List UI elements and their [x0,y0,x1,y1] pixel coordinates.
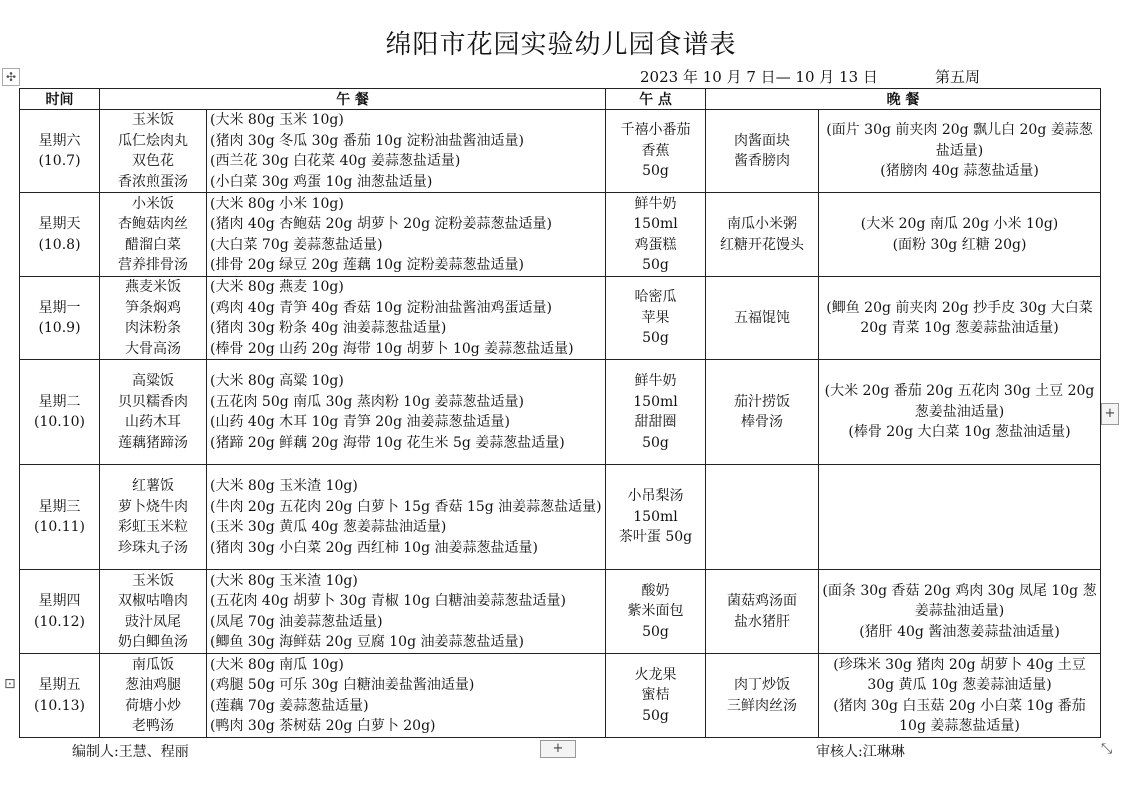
snack-item: 50g [642,330,669,347]
lunch-detail: (猪肉 40g 杏鲍菇 20g 胡萝卜 20g 淀粉姜蒜葱盐适量) [210,216,552,232]
dinner-dishes-cell [706,465,819,570]
lunch-dishes-cell [100,465,207,570]
snack-item: 50g [642,623,669,640]
lunch-details-cell [207,654,606,738]
lunch-detail: (玉米 30g 黄瓜 40g 葱姜蒜盐油适量) [210,519,447,535]
dinner-dish: 菌菇鸡汤面 [727,593,797,609]
lunch-detail: (牛肉 20g 五花肉 20g 白萝卜 15g 香菇 15g 油姜蒜葱盐适量) [210,498,602,515]
header-row [20,89,1101,110]
day-name: 星期三 [38,498,81,515]
lunch-detail: (排骨 20g 绿豆 20g 莲藕 10g 淀粉姜蒜葱盐适量) [210,257,524,273]
lunch-detail: (西兰花 30g 白花菜 40g 姜蒜葱盐适量) [210,153,461,169]
date-range: 2023 年 10 月 7 日— 10 月 13 日 [640,68,878,86]
snack-item: 茶叶蛋 50g [618,529,693,546]
dinner-detail: (面条 30g 香菇 20g 鸡肉 30g 凤尾 10g 葱姜蒜盐油适量) [822,582,1097,620]
dinner-details-cell [819,277,1101,360]
day-date: (10.8) [38,236,81,253]
day-date: (10.13) [33,697,85,714]
dinner-details-cell [819,360,1101,465]
day-date: (10.9) [38,320,81,336]
lunch-detail: (大白菜 70g 姜蒜葱盐适量) [210,236,383,253]
snack-cell [606,360,706,465]
lunch-details-cell [207,193,606,277]
lunch-dish: 葱油鸡腿 [125,677,181,693]
lunch-detail: (山药 40g 木耳 10g 青笋 20g 油姜蒜葱盐适量) [210,414,510,430]
dinner-dish: 棒骨汤 [741,414,783,430]
lunch-dishes-cell [100,277,207,360]
lunch-dish: 双色花 [132,153,174,169]
lunch-detail: (大米 80g 小米 10g) [210,195,344,212]
lunch-dish: 小米饭 [132,195,174,212]
lunch-dish: 肉沫粉条 [125,320,181,336]
day-name: 星期天 [38,216,81,232]
dinner-dishes-cell [706,110,819,193]
dinner-detail: (棒骨 20g 大白菜 10g 葱盐油适量) [848,424,1071,441]
lunch-detail: (大米 80g 玉米 10g) [210,112,344,128]
lunch-detail: (猪肉 30g 小白菜 20g 西红柿 10g 油姜蒜葱盐适量) [210,539,538,556]
snack-cell [606,193,706,277]
lunch-dish: 玉米饭 [132,572,174,589]
header-snack: 午 点 [606,89,706,110]
lunch-dish: 大骨高汤 [125,340,181,357]
table-move-handle-icon[interactable]: ✣ [2,68,20,86]
dinner-dish: 三鲜肉丝汤 [727,697,797,714]
day-cell [20,193,100,277]
menu-table [19,88,1101,738]
dinner-details-cell [819,110,1101,193]
day-name: 星期一 [38,299,81,316]
day-cell [20,110,100,193]
dinner-dishes-cell [706,360,819,465]
dinner-dish: 五福馄饨 [734,309,790,326]
dinner-details-cell [819,570,1101,654]
lunch-detail: (鸭肉 30g 茶树菇 20g 白萝卜 20g) [210,718,436,734]
lunch-detail: (猪蹄 20g 鲜藕 20g 海带 10g 花生米 5g 姜蒜葱盐适量) [210,434,565,451]
day-name: 星期四 [38,593,81,609]
snack-item: 酸奶 [641,582,670,599]
snack-item: 150ml [633,393,678,410]
dinner-detail: (猪肝 40g 酱油葱姜蒜盐油适量) [859,623,1060,640]
lunch-dish: 荷塘小炒 [125,697,181,714]
lunch-detail: (凤尾 70g 油姜蒜葱盐适量) [210,613,383,630]
dinner-dish: 南瓜小米粥 [727,216,797,232]
snack-item: 鲜牛奶 [634,373,677,389]
lunch-detail: (鸡腿 50g 可乐 30g 白糖油姜盐酱油适量) [210,677,475,693]
lunch-detail: (五花肉 50g 南瓜 30g 蒸肉粉 10g 姜蒜葱盐适量) [210,393,524,410]
snack-item: 50g [642,163,669,180]
snack-item: 鲜牛奶 [634,195,677,212]
dinner-dish: 红糖开花馒头 [720,236,804,253]
compiler-label: 编制人:王慧、程丽 [72,744,189,760]
day-row [20,110,1101,193]
lunch-detail: (大米 80g 玉米渣 10g) [210,478,358,494]
snack-item: 150ml [633,216,678,232]
lunch-detail: (莲藕 70g 姜蒜葱盐适量) [210,697,369,714]
lunch-dish: 老鸭汤 [132,718,174,734]
lunch-dish: 燕麦米饭 [125,279,181,295]
lunch-dish: 彩虹玉米粒 [118,519,188,535]
dinner-detail: (面粉 30g 红糖 20g) [892,236,1027,253]
lunch-dish: 杏鲍菇肉丝 [118,216,188,232]
snack-item: 50g [642,434,669,451]
dinner-dishes-cell [706,193,819,277]
header-time: 时间 [20,89,100,110]
dinner-dish: 肉丁炒饭 [734,677,790,693]
dinner-dish: 盐水猪肝 [734,613,790,630]
lunch-dish: 贝贝糯香肉 [118,393,188,410]
day-date: (10.10) [33,414,85,430]
dinner-detail: (珍珠米 30g 猪肉 20g 胡萝卜 40g 土豆 30g 黄瓜 10g 葱姜蒜油适量) [833,656,1086,693]
snack-cell [606,277,706,360]
dinner-dish: 酱香膀肉 [734,153,790,169]
snack-item: 香蕉 [641,142,670,159]
day-date: (10.12) [33,613,85,630]
lunch-detail: (鸡肉 40g 青笋 40g 香菇 10g 淀粉油盐酱油鸡蛋适量) [210,299,552,316]
header-lunch: 午 餐 [100,89,606,110]
add-row-button[interactable]: + [540,740,576,758]
day-row [20,465,1101,570]
lunch-detail: (猪肉 30g 粉条 40g 油姜蒜葱盐适量) [210,320,447,336]
day-cell [20,360,100,465]
lunch-dishes-cell [100,654,207,738]
page-title: 绵阳市花园实验幼儿园食谱表 [385,30,737,60]
day-date: (10.11) [33,519,85,535]
lunch-details-cell [207,570,606,654]
lunch-dish: 豉汁凤尾 [125,613,181,630]
day-cell [20,654,100,738]
layout-options-icon[interactable]: ⊡ [4,676,16,692]
lunch-dish: 山药木耳 [125,414,181,430]
lunch-detail: (小白菜 30g 鸡蛋 10g 油葱盐适量) [210,173,433,190]
header-dinner: 晚 餐 [706,89,1101,110]
dinner-dish: 肉酱面块 [734,132,790,149]
lunch-dish: 玉米饭 [132,112,174,128]
snack-cell [606,654,706,738]
lunch-detail: (大米 80g 玉米渣 10g) [210,572,358,589]
lunch-dish: 莲藕猪蹄汤 [118,434,188,451]
lunch-dishes-cell [100,570,207,654]
lunch-dish: 笋条焖鸡 [125,299,181,316]
day-cell [20,465,100,570]
snack-item: 小吊梨汤 [627,488,684,505]
snack-cell [606,465,706,570]
lunch-details-cell [207,360,606,465]
day-row [20,570,1101,654]
lunch-details-cell [207,110,606,193]
lunch-detail: (鲫鱼 30g 海鲜菇 20g 豆腐 10g 油姜蒜葱盐适量) [210,634,524,650]
dinner-detail: (鲫鱼 20g 前夹肉 20g 抄手皮 30g 大白菜 20g 青菜 10g 葱姜蒜盐油适量) [826,299,1093,336]
dinner-details-cell [819,654,1101,738]
day-row [20,654,1101,738]
day-row [20,277,1101,360]
snack-item: 甜甜圈 [634,414,677,430]
day-name: 星期五 [38,677,81,693]
dinner-details-cell [819,465,1101,570]
snack-item: 千禧小番茄 [620,122,691,139]
snack-item: 鸡蛋糕 [634,236,677,253]
snack-item: 紫米面包 [627,603,684,620]
dinner-detail: (面片 30g 前夹肉 20g 飘儿白 20g 姜蒜葱盐适量) [826,122,1093,159]
lunch-detail: (大米 80g 燕麦 10g) [210,279,344,295]
lunch-dish: 萝卜烧牛肉 [118,498,188,515]
dinner-detail: (大米 20g 番茄 20g 五花肉 30g 土豆 20g 葱姜盐油适量) [824,383,1095,420]
day-date: (10.7) [38,153,81,169]
dinner-detail: (猪肉 30g 白玉菇 20g 小白菜 10g 番茄 10g 姜蒜葱盐适量) [833,697,1086,734]
lunch-detail: (棒骨 20g 山药 20g 海带 10g 胡萝卜 10g 姜蒜葱盐适量) [210,340,574,357]
day-row [20,360,1101,465]
lunch-details-cell [207,465,606,570]
week-label: 第五周 [935,68,981,86]
lunch-dish: 红薯饭 [132,478,174,494]
snack-cell [606,110,706,193]
dinner-dishes-cell [706,570,819,654]
lunch-dish: 瓜仁烩肉丸 [118,132,188,149]
lunch-dish: 奶白鲫鱼汤 [118,634,188,650]
snack-item: 50g [642,707,669,724]
lunch-detail: (猪肉 30g 冬瓜 30g 番茄 10g 淀粉油盐酱油适量) [210,132,524,149]
lunch-dishes-cell [100,193,207,277]
dinner-dishes-cell [706,654,819,738]
dinner-dish: 茄汁捞饭 [734,393,790,410]
snack-item: 150ml [633,508,678,525]
snack-item: 哈密瓜 [634,289,677,306]
dinner-details-cell [819,193,1101,277]
lunch-dish: 高粱饭 [132,373,174,389]
snack-item: 火龙果 [634,666,677,683]
lunch-dish: 醋溜白菜 [125,236,181,253]
lunch-dish: 双椒咕噜肉 [118,593,188,609]
snack-item: 蜜桔 [641,687,670,704]
lunch-dish: 营养排骨汤 [118,257,188,273]
day-row [20,193,1101,277]
lunch-detail: (大米 80g 南瓜 10g) [210,656,344,673]
add-column-button[interactable]: + [1101,403,1119,425]
lunch-detail: (大米 80g 高粱 10g) [210,373,344,389]
dinner-detail: (猪膀肉 40g 蒜葱盐适量) [880,163,1039,180]
day-cell [20,277,100,360]
lunch-details-cell [207,277,606,360]
snack-cell [606,570,706,654]
snack-item: 苹果 [641,309,670,326]
day-cell [20,570,100,654]
dinner-detail: (大米 20g 南瓜 20g 小米 10g) [860,216,1059,232]
lunch-dishes-cell [100,110,207,193]
dinner-dishes-cell [706,277,819,360]
snack-item: 50g [642,257,669,273]
reviewer-label: 审核人:江琳琳 [816,744,905,760]
day-name: 星期六 [38,132,81,149]
lunch-dish: 香浓煎蛋汤 [118,173,188,190]
day-name: 星期二 [38,393,81,410]
lunch-dishes-cell [100,360,207,465]
table-resize-handle-icon[interactable]: ⤡ [1101,741,1113,757]
lunch-detail: (五花肉 40g 胡萝卜 30g 青椒 10g 白糖油姜蒜葱盐适量) [210,593,566,609]
lunch-dish: 珍珠丸子汤 [118,539,188,556]
lunch-dish: 南瓜饭 [132,656,174,673]
